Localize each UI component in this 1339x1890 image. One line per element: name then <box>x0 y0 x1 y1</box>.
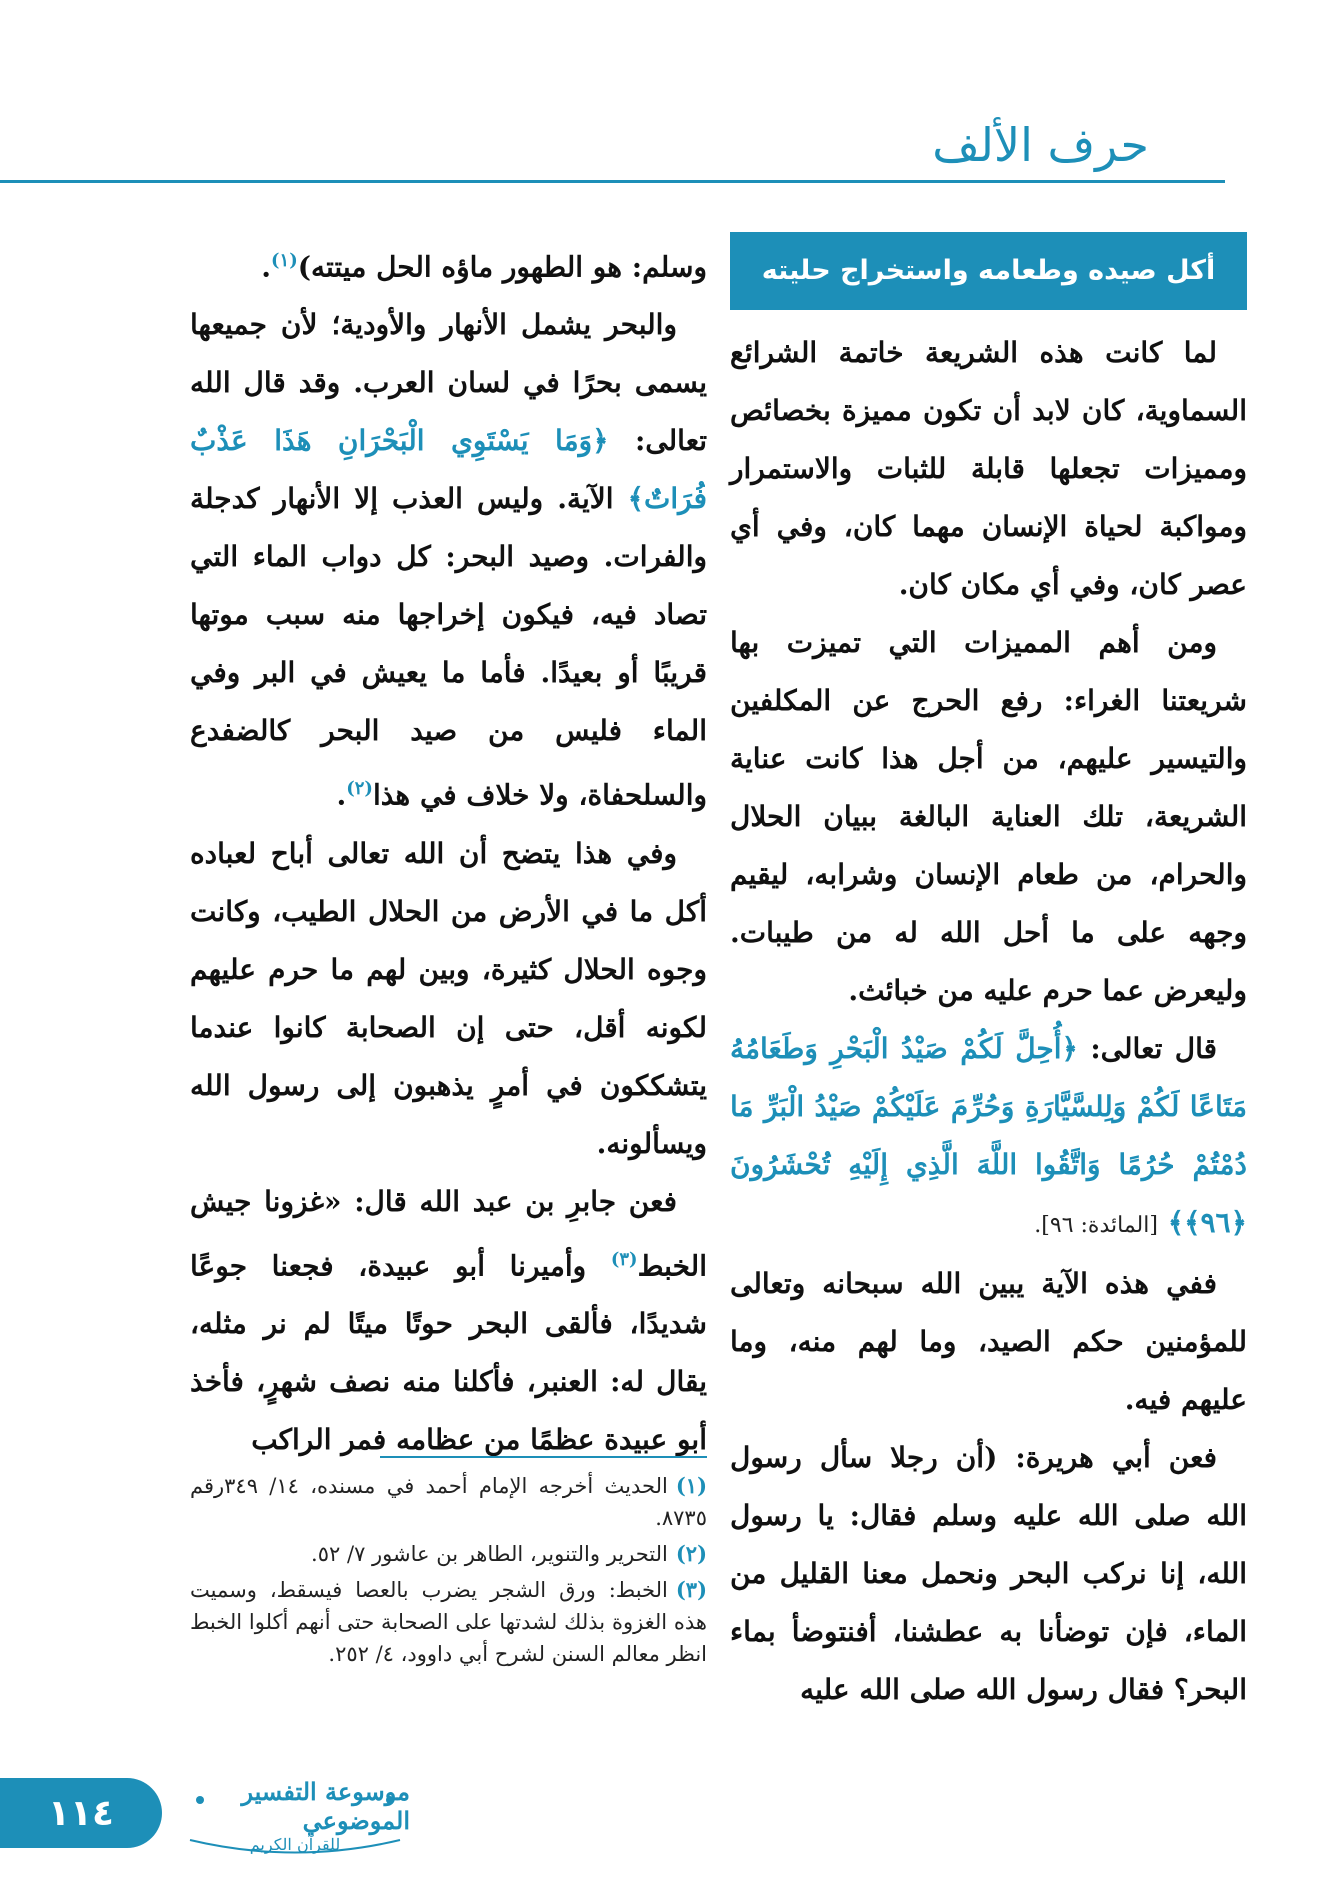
footnote-text: الحديث أخرجه الإمام أحمد في مسنده، ١٤/ ٣٤٩رقم ٨٧٣٥. <box>190 1474 707 1530</box>
footnote-number: (٢) <box>675 1541 707 1566</box>
paragraph-text: وأميرنا أبو عبيدة، فجعنا جوعًا شديدًا، فألقى البحر حوتًا ميتًا لم نر مثله، يقال له: العنبر، فأكلنا منه نصف شهرٍ، فأخذ أبو عبيدة عظمًا من عظامه فمر الراكب <box>190 1248 707 1456</box>
footnote-marker: (١) <box>270 250 298 271</box>
hadith-continuation: وسلم: هو الطهور ماؤه الحل ميتته)$^{(١)}$. <box>261 250 707 284</box>
section-heading: أكل صيده وطعامه واستخراج حليته <box>730 232 1247 310</box>
paragraph: ومن أهم المميزات التي تميزت بها شريعتنا الغراء: رفع الحرج عن المكلفين والتيسير عليهم، من أجل هذا كانت عناية الشريعة، تلك العناية البالغة ببيان الحلال والحرام، من طعام الإنسان وشرابه، ليقيم وجهه على ما أحل الله له من طيبات. وليعرض عما حرم عليه من خبائث. <box>730 626 1247 1007</box>
right-column <box>730 232 1247 1719</box>
hadith-text: وسلم: هو الطهور ماؤه الحل ميتته) <box>297 250 707 284</box>
footnote-number: (٣) <box>675 1577 707 1602</box>
footnote-marker: (٣) <box>610 1248 638 1270</box>
encyclopedia-logo <box>180 1770 410 1860</box>
verse-intro: قال تعالى: <box>1090 1032 1218 1065</box>
quran-verse: ﴿وَمَا يَسْتَوِي الْبَحْرَانِ هَذَا عَذْبٌ فُرَاتٌ﴾ <box>190 424 707 516</box>
footnote-marker: (٢) <box>346 778 373 800</box>
verse-paragraph <box>730 1020 1247 1255</box>
quran-verse: ﴿أُحِلَّ لَكُمْ صَيْدُ الْبَحْرِ وَطَعَامُهُ مَتَاعًا لَكُمْ وَلِلسَّيَّارَةِ وَحُرِّمَ عَلَيْكُمْ صَيْدُ الْبَرِّ مَا دُمْتُمْ حُرُمًا وَاتَّقُوا اللَّهَ الَّذِي إِلَيْهِ تُحْشَرُونَ ﴿٩٦﴾﴾ <box>730 1032 1247 1239</box>
footnote-rule <box>380 1456 707 1458</box>
footnotes <box>190 1470 707 1674</box>
footnote-text: التحرير والتنوير، الطاهر بن عاشور ٧/ ٥٢. <box>311 1542 668 1566</box>
verse-reference: [المائدة: ٩٦]. <box>1034 1213 1158 1238</box>
chapter-title: حرف الألف <box>932 118 1149 172</box>
paragraph-text: الآية. وليس العذب إلا الأنهار كدجلة والفرات. وصيد البحر: كل دواب الماء التي تصاد فيه، فيكون إخراجها منه سبب موتها قريبًا أو بعيدًا. فأما ما يعيش في البر وفي الماء فليس من صيد البحر كالضفدع والسلحفاة، ولا خلاف في هذا <box>190 482 707 812</box>
footnote <box>190 1574 707 1670</box>
logo-title: موسوعة التفسير الموضوعي <box>241 1776 410 1835</box>
paragraph-text: والبحر يشمل الأنهار والأودية؛ لأن جميعها يسمى بحرًا في لسان العرب. وقد قال الله تعالى: <box>190 308 707 458</box>
page-number-badge: ١١٤ <box>0 1778 162 1848</box>
hadith-paragraph: فعن أبي هريرة: (أن رجلا سأل رسول الله صلى الله عليه وسلم فقال: يا رسول الله، إنا نركب البحر ونحمل معنا القليل من الماء، فإن توضأنا به عطشنا، أفنتوضأ بماء البحر؟ فقال رسول الله صلى الله عليه <box>730 1441 1247 1706</box>
paragraph <box>190 1173 707 1469</box>
paragraph-text: فعن جابرِ بن عبد الله قال: «غزونا جيش الخبط <box>190 1184 707 1282</box>
footnote <box>190 1538 707 1570</box>
logo-subtitle: للقرآن الكريم <box>249 1834 341 1854</box>
paragraph: والبحر يشمل الأنهار والأودية؛ لأن جميعها يسمى بحرًا في لسان العرب. وقد قال الله تعالى: ﴿وَمَا يَسْتَوِي الْبَحْرَانِ هَذَا عَذْبٌ فُرَاتٌ﴾ الآية. وليس العذب إلا الأنهار كدجلة والفرات. وصيد البحر: كل دواب الماء التي تصاد فيه، فيكون إخراجها منه سبب موتها قريبًا أو بعيدًا. فأما ما يعيش في البر وفي الماء فليس من صيد البحر كالضفدع والسلحفاة، ولا خلاف في هذا$^{(٢)}$. <box>190 308 707 812</box>
header-rule <box>0 180 1225 183</box>
footnote-text: الخبط: ورق الشجر يضرب بالعصا فيسقط، وسميت هذه الغزوة بذلك لشدتها على الصحابة حتى أنهم أكلوا الخبط انظر معالم السنن لشرح أبي داوود، ٤/ ٢٥٢. <box>190 1578 707 1666</box>
paragraph: ففي هذه الآية يبين الله سبحانه وتعالى للمؤمنين حكم الصيد، وما لهم منه، وما عليهم فيه. <box>730 1267 1247 1416</box>
footnote-number: (١) <box>675 1473 707 1498</box>
paragraph: لما كانت هذه الشريعة خاتمة الشرائع السماوية، كان لابد أن تكون مميزة بخصائص ومميزات تجعلها قابلة للثبات والاستمرار ومواكبة لحياة الإنسان مهما كان، وفي أي عصر كان، وفي أي مكان كان. <box>730 336 1247 601</box>
paragraph: وفي هذا يتضح أن الله تعالى أباح لعباده أكل ما في الأرض من الحلال الطيب، وكانت وجوه الحلال كثيرة، وبين لهم ما حرم عليهم لكونه أقل، حتى إن الصحابة كانوا عندما يتشككون في أمرٍ يذهبون إلى رسول الله ويسألونه. <box>190 836 707 1160</box>
left-column <box>190 232 707 1469</box>
footnote <box>190 1470 707 1534</box>
